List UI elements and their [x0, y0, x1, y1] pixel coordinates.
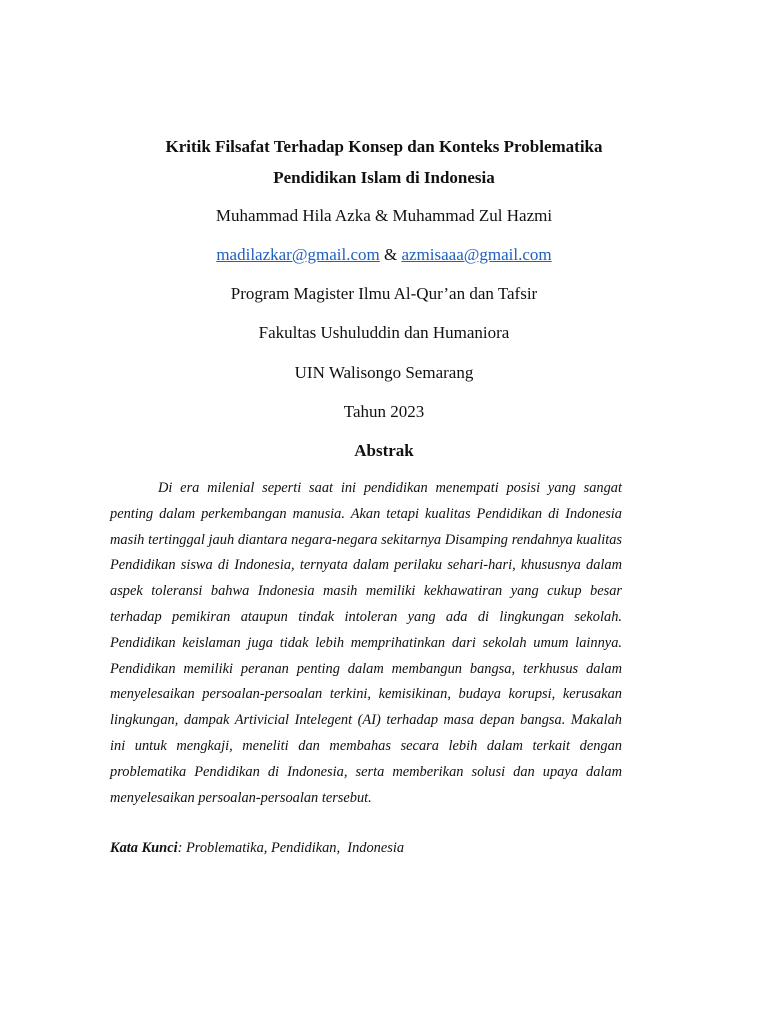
email-link-2[interactable]: azmisaaa@gmail.com — [401, 245, 552, 264]
email-link-1[interactable]: madilazkar@gmail.com — [216, 245, 380, 264]
keywords-label: Kata Kunci — [110, 840, 178, 856]
year: Tahun 2023 — [343, 402, 425, 421]
email-line — [0, 245, 768, 265]
program: Program Magister Ilmu Al-Qur’an dan Tafsir — [230, 284, 538, 303]
abstract-heading: Abstrak — [354, 441, 414, 460]
paper-title-line2: Pendidikan Islam di Indonesia — [273, 168, 495, 187]
abstract-body: Di era milenial seperti saat ini pendidikan menempati posisi yang sangat penting dalam perkembangan manusia. Akan tetapi kualitas Pendidikan di Indonesia masih tertinggal jauh diantara negara-negara sekitarnya Disamping rendahnya kualitas Pendidikan siswa di Indonesia, ternyata dalam perilaku sehari-hari, khususnya dalam aspek toleransi bahwa Indonesia masih memiliki kekhawatiran yang cukup besar terhadap pemikiran ataupun tindak intoleran yang ada di lingkungan sekolah. Pendidikan keislaman juga tidak lebih memprihatinkan dari sekolah umum lainnya. Pendidikan memiliki peranan penting dalam membangun bangsa, terkhusus dalam menyelesaikan persoalan-persoalan terkini, kemisikinan, budaya korupsi, kerusakan lingkungan, dampak Artivicial Intelegent (AI) terhadap masa depan bangsa. Makalah ini untuk mengkaji, meneliti dan membahas secara lebih dalam terkait dengan problematika Pendidikan di Indonesia, serta memberikan solusi dan upaya dalam menyelesaikan persoalan-persoalan tersebut. — [110, 480, 622, 806]
university: UIN Walisongo Semarang — [294, 363, 474, 382]
faculty: Fakultas Ushuluddin dan Humaniora — [258, 323, 510, 342]
paper-title-line1: Kritik Filsafat Terhadap Konsep dan Konteks Problematika — [165, 137, 603, 156]
email-separator: & — [379, 245, 402, 264]
keywords-text: : Problematika, Pendidikan, Indonesia — [177, 840, 405, 856]
authors: Muhammad Hila Azka & Muhammad Zul Hazmi — [215, 206, 553, 225]
keywords — [110, 840, 404, 857]
